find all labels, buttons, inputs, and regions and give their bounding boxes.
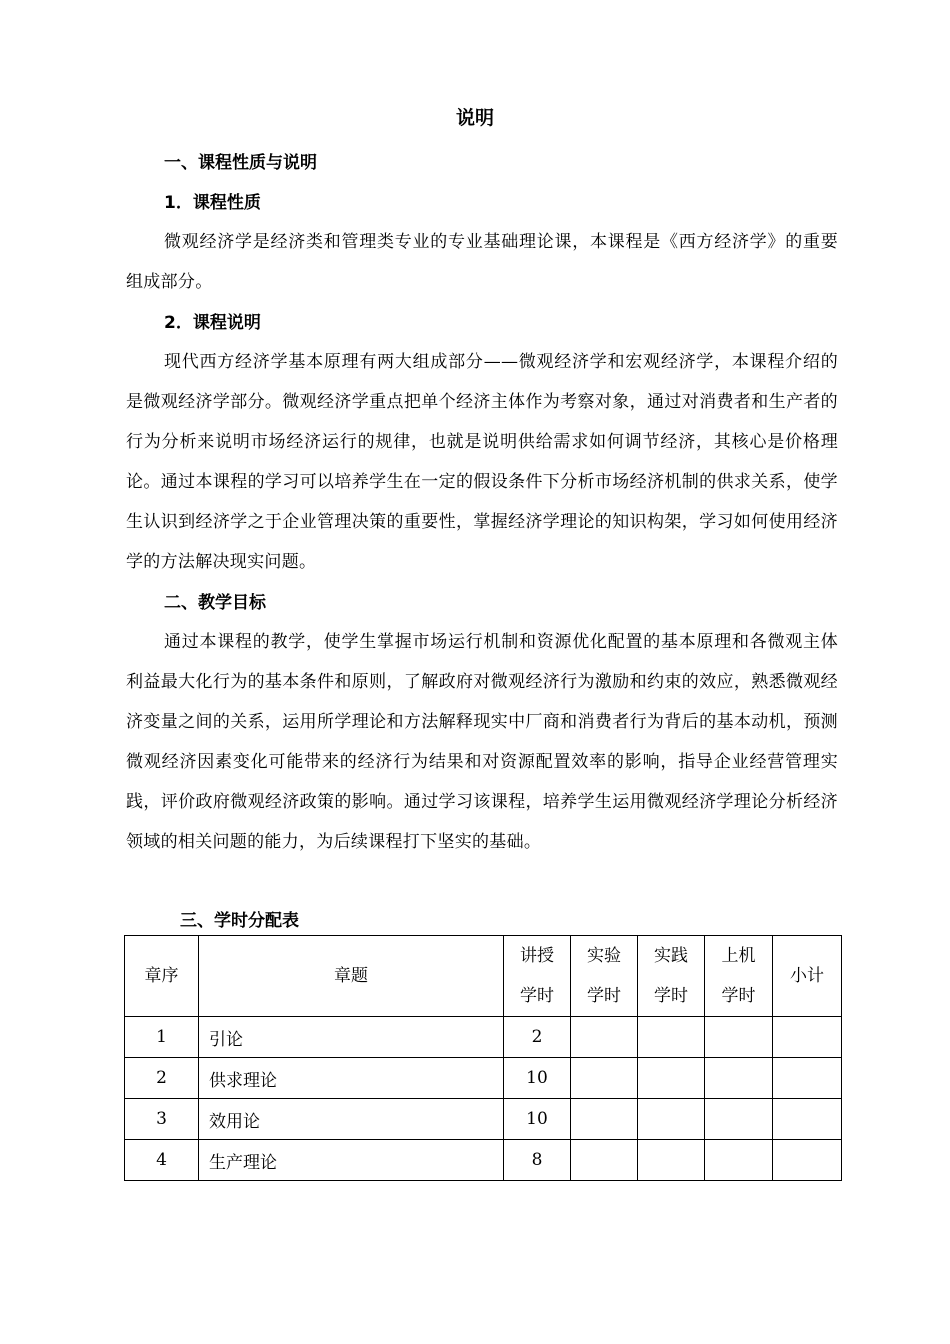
cell-lab bbox=[571, 1140, 638, 1181]
cell-computer bbox=[705, 1017, 773, 1058]
header-lecture-hours bbox=[504, 936, 571, 1017]
cell-computer bbox=[705, 1099, 773, 1140]
subheading-course-description: 2．课程说明 bbox=[164, 313, 261, 333]
cell-lab bbox=[571, 1058, 638, 1099]
cell-chapter: 生产理论 bbox=[199, 1140, 504, 1181]
cell-lecture: 10 bbox=[504, 1058, 571, 1099]
header-practice-line1: 实践 bbox=[654, 946, 688, 966]
header-lecture-line2: 学时 bbox=[520, 986, 554, 1006]
header-lab-line2: 学时 bbox=[587, 986, 621, 1006]
cell-order: 4 bbox=[125, 1140, 199, 1181]
hours-allocation-table bbox=[124, 935, 842, 1181]
header-chapter-order: 章序 bbox=[125, 936, 199, 1017]
cell-lecture: 2 bbox=[504, 1017, 571, 1058]
cell-lab bbox=[571, 1017, 638, 1058]
subheading-course-nature: 1．课程性质 bbox=[164, 193, 261, 213]
header-practice-line2: 学时 bbox=[654, 986, 688, 1006]
cell-order: 2 bbox=[125, 1058, 199, 1099]
cell-subtotal bbox=[773, 1140, 842, 1181]
cell-lecture: 8 bbox=[504, 1140, 571, 1181]
section-heading-teaching-goals: 二、教学目标 bbox=[164, 593, 266, 613]
cell-subtotal bbox=[773, 1099, 842, 1140]
cell-order: 3 bbox=[125, 1099, 199, 1140]
cell-chapter: 效用论 bbox=[199, 1099, 504, 1140]
paragraph-teaching-goals: 通过本课程的教学，使学生掌握市场运行机制和资源优化配置的基本原理和各微观主体利益最大化行为的基本条件和原则，了解政府对微观经济行为激励和约束的效应，熟悉微观经济变量之间的关系，运用所学理论和方法解释现实中厂商和消费者行为背后的基本动机，预测微观经济因素变化可能带来的经济行为结果和对资源配置效率的影响，指导企业经营管理实践，评价政府微观经济政策的影响。通过学习该课程，培养学生运用微观经济学理论分析经济领域的相关问题的能力，为后续课程打下坚实的基础。 bbox=[126, 632, 838, 852]
header-lecture-line1: 讲授 bbox=[520, 946, 554, 966]
section-heading-course-nature: 一、课程性质与说明 bbox=[164, 153, 317, 173]
paragraph-course-nature: 微观经济学是经济类和管理类专业的专业基础理论课，本课程是《西方经济学》的重要组成部分。 bbox=[126, 232, 838, 292]
cell-computer bbox=[705, 1140, 773, 1181]
table-row bbox=[125, 1140, 842, 1181]
cell-practice bbox=[638, 1058, 705, 1099]
header-computer-line1: 上机 bbox=[721, 946, 756, 966]
cell-lecture: 10 bbox=[504, 1099, 571, 1140]
header-subtotal: 小计 bbox=[773, 936, 842, 1017]
cell-subtotal bbox=[773, 1058, 842, 1099]
cell-chapter: 引论 bbox=[199, 1017, 504, 1058]
cell-order: 1 bbox=[125, 1017, 199, 1058]
table-row bbox=[125, 1099, 842, 1140]
header-lab-line1: 实验 bbox=[587, 946, 621, 966]
table-row bbox=[125, 1017, 842, 1058]
header-chapter-title: 章题 bbox=[199, 936, 504, 1017]
table-header-row bbox=[125, 936, 842, 1017]
header-computer-line2: 学时 bbox=[721, 986, 756, 1006]
cell-practice bbox=[638, 1140, 705, 1181]
cell-computer bbox=[705, 1058, 773, 1099]
header-lab-hours bbox=[571, 936, 638, 1017]
header-computer-hours bbox=[705, 936, 773, 1017]
header-practice-hours bbox=[638, 936, 705, 1017]
page-title: 说明 bbox=[455, 107, 494, 129]
cell-lab bbox=[571, 1099, 638, 1140]
table-row bbox=[125, 1058, 842, 1099]
cell-practice bbox=[638, 1017, 705, 1058]
cell-subtotal bbox=[773, 1017, 842, 1058]
cell-chapter: 供求理论 bbox=[199, 1058, 504, 1099]
cell-practice bbox=[638, 1099, 705, 1140]
section-heading-hours-table: 三、学时分配表 bbox=[180, 911, 299, 931]
paragraph-course-description: 现代西方经济学基本原理有两大组成部分——微观经济学和宏观经济学，本课程介绍的是微观经济学部分。微观经济学重点把单个经济主体作为考察对象，通过对消费者和生产者的行为分析来说明市场经济运行的规律，也就是说明供给需求如何调节经济，其核心是价格理论。通过本课程的学习可以培养学生在一定的假设条件下分析市场经济机制的供求关系，使学生认识到经济学之于企业管理决策的重要性，掌握经济学理论的知识构架，学习如何使用经济学的方法解决现实问题。 bbox=[126, 352, 838, 572]
